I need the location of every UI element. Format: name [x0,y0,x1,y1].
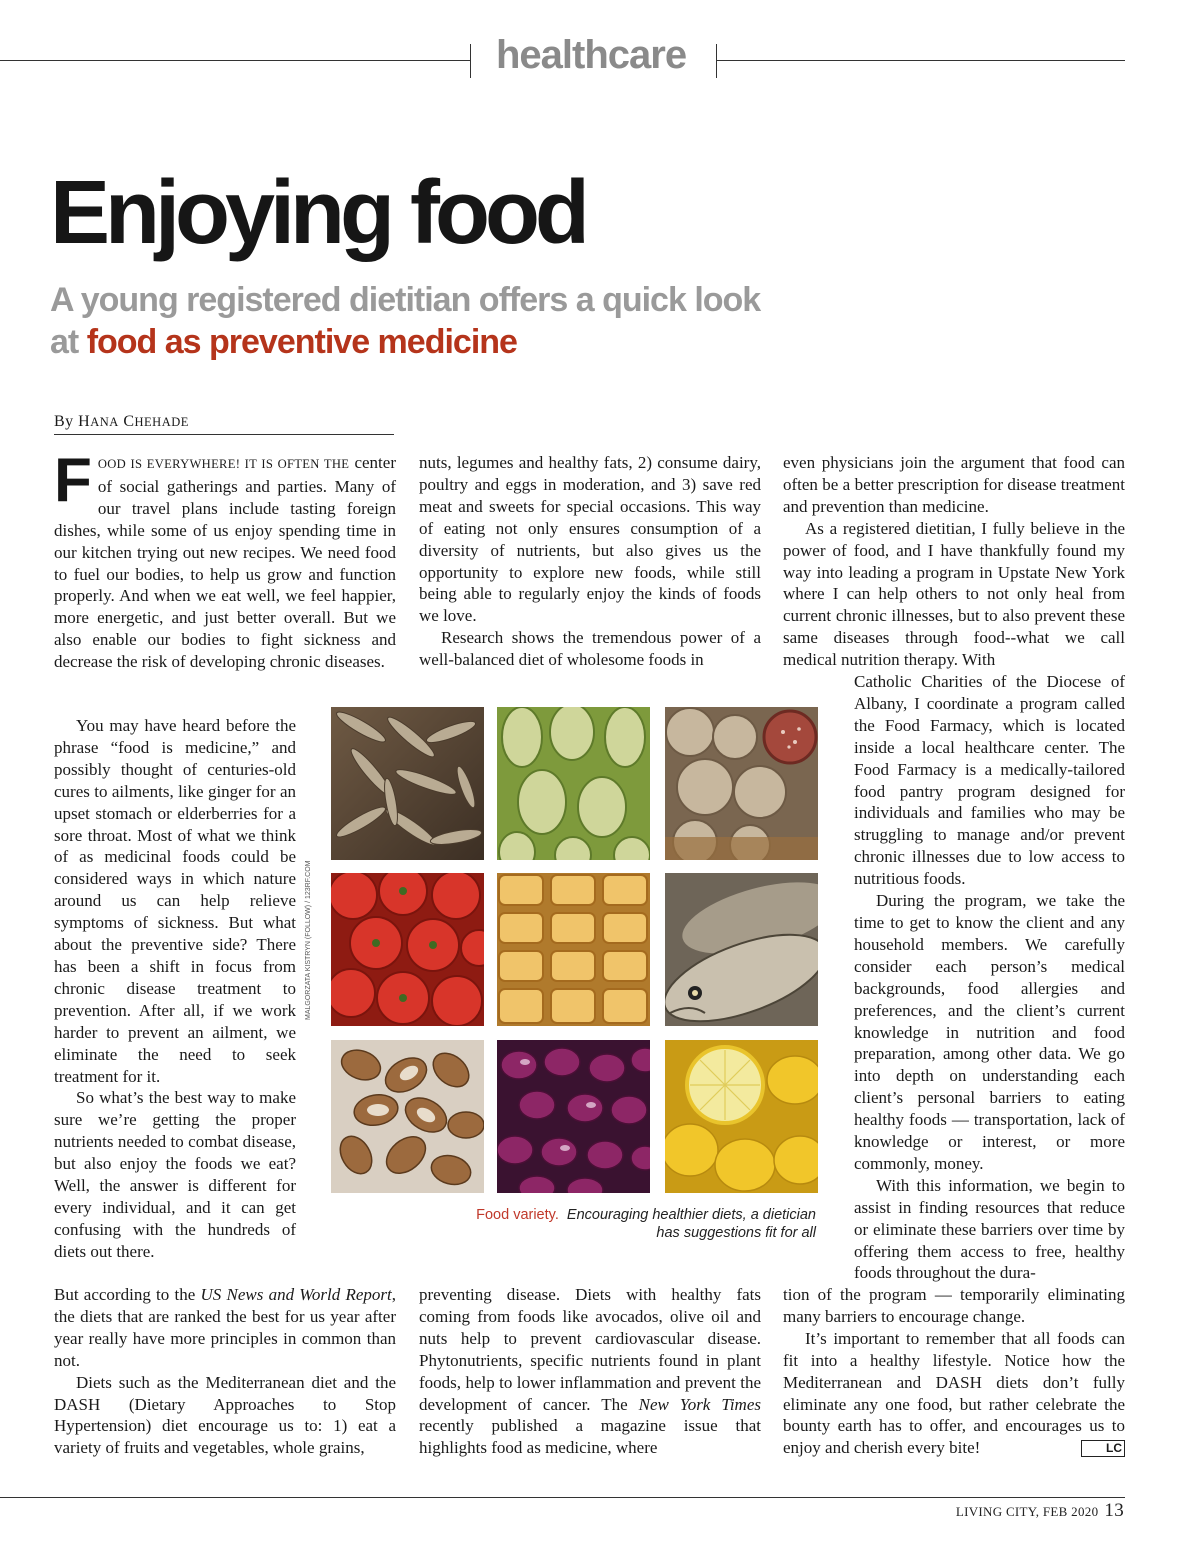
col3-paragraph-1: even physicians join the argument that food can often be a better prescription for disease treatment and prevention than medicine. [783,453,1125,516]
col2-paragraph-2: Research shows the tremendous power of a well-balanced diet of wholesome foods in [419,628,761,670]
footer-rule [0,1497,1125,1498]
column-3-narrow [854,671,1125,1284]
deck-highlight: food as preventive medicine [86,323,517,361]
col2-paragraph-1: nuts, legumes and healthy fats, 2) consume dairy, poultry and eggs in moderation, and 3) save red meat and sweets for special occasions. This way of eating not only ensures consumption of a diversity of nutrients, but also gives us the opportunity to explore new foods, while still being able to regularly enjoy the kinds of foods we love. [419,453,761,626]
col3-paragraph-2a: As a registered dietitian, I fully believe in the power of food, and I have thankfully found my way into leading a program in Upstate New York where I can help others to not only heal from current chronic illnesses, but to also prevent these same diseases through food--what we call medical nutrition therapy. With [783,518,1125,670]
column-3-top [783,452,1125,671]
publication-name-usnews: US News and World Report [200,1285,392,1304]
caption-body: Encouraging healthier diets, a dietician has suggestions fit for all [566,1207,816,1241]
page-number: 13 [1104,1500,1124,1521]
photo-cheese-wheels [497,873,650,1026]
column-1-narrow [54,715,296,1263]
column-1-top [54,446,396,673]
col1-paragraph-4 [54,1284,396,1372]
column-2-bottom [419,1284,761,1459]
byline-i2: C [123,413,135,430]
col3-paragraph-5 [783,1328,1125,1459]
col1-paragraph-3: So what’s the best way to make sure we’re getting the proper nutrients needed to combat disease, but also enjoy the foods we eat? Well, the answer is different for every individual, and it can get confusing with the hundreds of diets out there. [54,1088,296,1261]
article-deck [50,279,790,363]
col1-paragraph-2: You may have heard before the phrase “food is medicine,” and possibly thought of centuries-old cures to ailments, like ginger for an upset stomach or elderberries for a sore throat. Most of what we think of as medicinal foods could be considered ways in which nature around us can help relieve symptoms of sickness. But what about the preventive side? There has been a shift in focus from chronic disease treatment to prevention. After all, if we work harder to prevent an ailment, we eliminate the need to seek treatment for it. [54,716,296,1086]
header-tick-right [716,44,717,78]
photo-sardines [331,707,484,860]
byline [54,413,394,435]
header-rule-left [0,60,470,61]
photo-tomatoes [331,873,484,1026]
squash-blossoms-image [497,707,650,860]
footer-publication: LIVING CITY, FEB 2020 [955,1504,1099,1519]
col1-p4-a: But according to the [54,1285,201,1304]
photo-fish [665,873,818,1026]
column-3-bottom [783,1284,1125,1459]
tomatoes-image [331,873,484,1026]
cheese-wheels-image [497,873,650,1026]
deck-plain: A young registered dietitian offers a quick look at [50,281,761,361]
section-label: healthcare [496,33,687,77]
photo-cured-sausages [665,707,818,860]
col1-p1-text: center of social gatherings and parties. Many of our travel plans include tasting foreign dishes, while some of us enjoy spending time in our kitchen trying out new recipes. We need food to fuel our bodies, to help us grow and function properly. And when we eat well, we feel happier, more energetic, and just better overall. But we also enable our bodies to fight sickness and decrease the risk of developing chronic diseases. [54,453,396,672]
fish-image [665,873,818,1026]
col2-p3-b: recently published a magazine issue that highlights food as medicine, where [419,1416,761,1458]
column-1-bottom [54,1284,396,1459]
photo-caption [450,1206,816,1242]
food-photo-grid [331,707,819,1193]
cured-sausages-image [665,707,818,860]
col3-p5-text: It’s important to remember that all foods can fit into a healthy lifestyle. Notice how the Mediterranean and DASH diets don’t fully eliminate any one food, but rather celebrate the bounty earth has to offer, and encourages us to enjoy and cherish every bite! [783,1328,1125,1458]
byline-r1: ANA [90,415,119,429]
header-tick-left [470,44,471,78]
photo-squash-blossoms [497,707,650,860]
col1-p4-b: , the diets that are ranked the best for us year after year really have more principles in common than not. [54,1285,396,1370]
col1-paragraph-5: Diets such as the Mediterranean diet and the DASH (Dietary Approaches to Stop Hypertension) diet encourage us to: 1) eat a variety of fruits and vegetables, whole grains, [54,1372,396,1458]
col3-paragraph-4a: With this information, we begin to assist in finding resources that reduce or eliminate these barriers over time by offering them access to free, healthy foods throughout the dura- [854,1175,1125,1283]
caption-lead: Food variety. [476,1207,559,1223]
publication-name-nyt: New York Times [638,1394,761,1414]
photo-credit: MALGORZATA KISTRYN (FOLLOW) / 123RF.COM [305,860,312,1020]
col3-paragraph-2b: Catholic Charities of the Diocese of Albany, I coordinate a program called the Food Farmacy, which is located inside a local healthcare center. The Food Farmacy is a medically-tailored food pantry program designed for individuals and families who may be struggling to manage and/or prevent chronic illnesses due to low access to nutritious foods. [854,672,1125,889]
baby-eggplants-image [497,1040,650,1193]
photo-almonds [331,1040,484,1193]
end-mark-logo: LC [1081,1440,1125,1457]
photo-lemons [665,1040,818,1193]
header-rule-right [716,60,1125,61]
almonds-image [331,1040,484,1193]
col2-paragraph-3 [419,1284,761,1459]
article-title: Enjoying food [50,163,585,263]
byline-by: By [54,413,74,430]
opening-smallcaps: OOD IS EVERYWHERE! IT IS OFTEN THE [97,457,350,471]
col2-p3-a: preventing disease. Diets with healthy fats coming from foods like avocados, olive oil and nuts help to prevent cardiovascular disease. Phytonutrients, specific nutrients found in plant foods, help to lower inflammation and prevent the development of cancer. The [419,1285,761,1414]
drop-cap: F [54,446,92,515]
page-footer [956,1500,1124,1522]
byline-r2: HEHADE [134,415,189,429]
col3-paragraph-3: During the program, we take the time to get to know the client and any household members. We carefully consider each person’s medical backgrounds, food allergies and preferences, and the client’s current knowledge in nutrition and food preparation, among other data. We go into depth on understanding each client’s personal barriers to eating healthy foods — transportation, lack of knowledge or interest, or more commonly, money. [854,891,1125,1173]
column-2-top [419,452,761,671]
lemons-image [665,1040,818,1193]
byline-i1: H [78,413,91,430]
col1-paragraph-1 [54,446,396,673]
sardines-image [331,707,484,860]
photo-baby-eggplants [497,1040,650,1193]
col3-paragraph-4b: tion of the program — temporarily eliminating many barriers to encourage change. [783,1285,1125,1326]
